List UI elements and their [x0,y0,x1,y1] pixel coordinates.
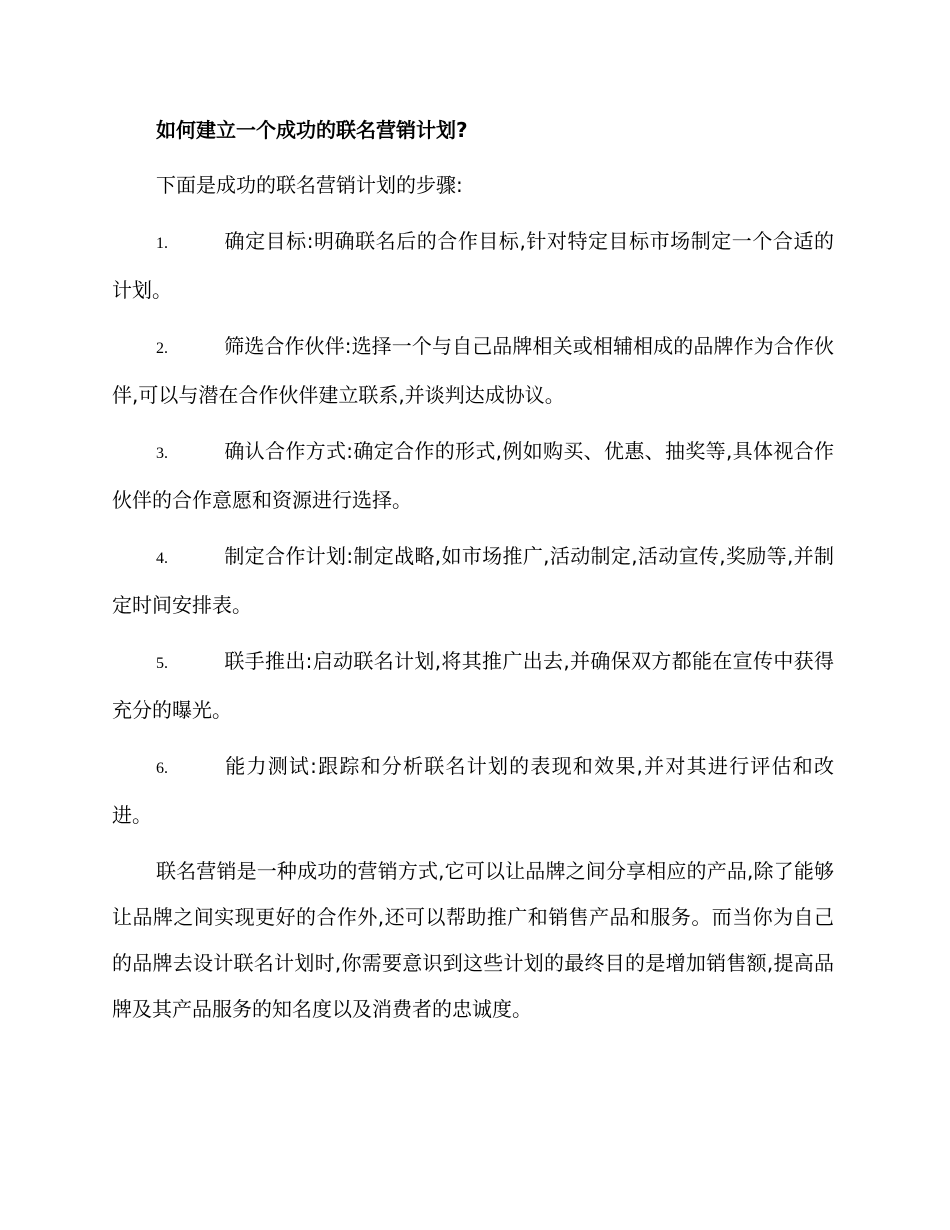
step-number: 4. [156,550,168,567]
document-title: 如何建立一个成功的联名营销计划? [156,118,468,142]
step-number: 1. [156,235,168,252]
step-text: 能力测试:跟踪和分析联名计划的表现和效果,并对其进行评估和改进。 [112,754,834,827]
step-text: 联手推出:启动联名计划,将其推广出去,并确保双方都能在宣传中获得充分的曝光。 [112,649,834,722]
step-item [112,218,834,313]
intro-paragraph: 下面是成功的联名营销计划的步骤: [156,173,463,197]
step-item [112,533,834,628]
document-body [112,108,834,1032]
step-number: 3. [156,445,168,462]
step-item [112,323,834,418]
step-text: 确定目标:明确联名后的合作目标,针对特定目标市场制定一个合适的计划。 [112,229,834,302]
summary-paragraph: 联名营销是一种成功的营销方式,它可以让品牌之间分享相应的产品,除了能够让品牌之间实现更好的合作外,还可以帮助推广和销售产品和服务。而当你为自己的品牌去设计联名计划时,你需要意识到这些计划的最终目的是增加销售额,提高品牌及其产品服务的知名度以及消费者的忠诚度。 [112,859,834,1021]
step-number: 6. [156,760,168,777]
step-text: 制定合作计划:制定战略,如市场推广,活动制定,活动宣传,奖励等,并制定时间安排表。 [112,544,834,617]
step-item [112,428,834,523]
step-number: 2. [156,340,168,357]
step-item [112,638,834,733]
step-text: 筛选合作伙伴:选择一个与自己品牌相关或相辅相成的品牌作为合作伙伴,可以与潜在合作伙伴建立联系,并谈判达成协议。 [112,334,834,407]
step-text: 确认合作方式:确定合作的形式,例如购买、优惠、抽奖等,具体视合作伙伴的合作意愿和资源进行选择。 [112,439,834,512]
step-item [112,743,834,838]
step-number: 5. [156,655,168,672]
